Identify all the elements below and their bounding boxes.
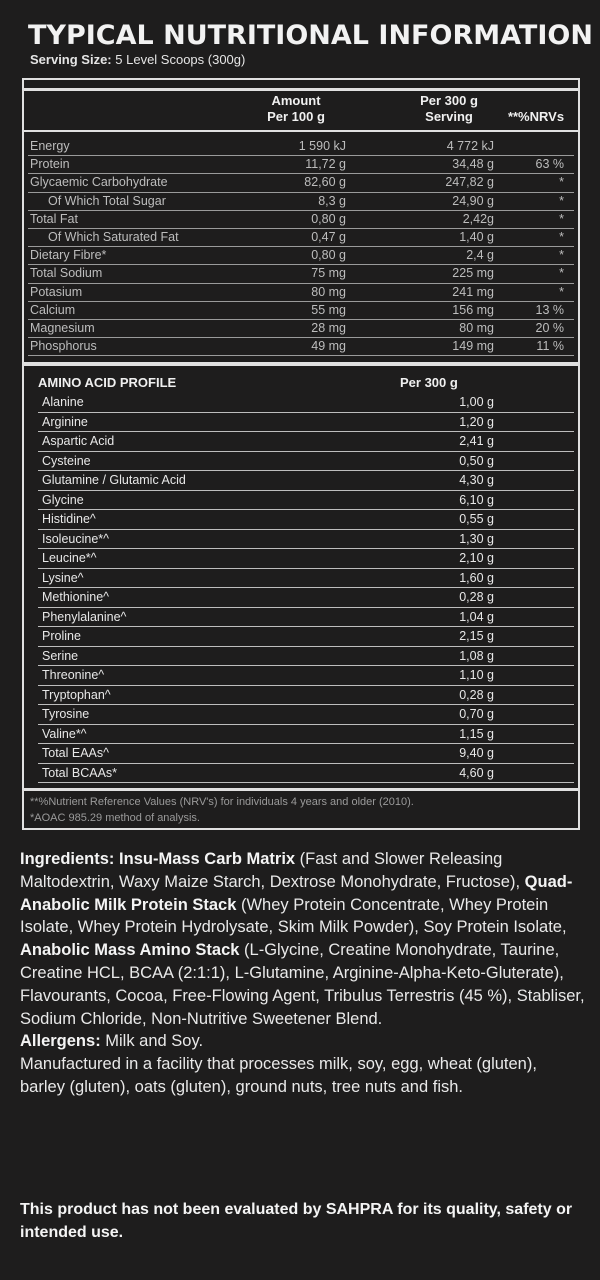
amino-acid-name: Aspartic Acid [42, 434, 115, 448]
nutrient-per-serving: 4 772 kJ [446, 139, 494, 153]
amino-acid-value: 1,60 g [459, 570, 494, 585]
amino-acid-value: 0,70 g [459, 707, 494, 721]
amino-row [38, 627, 574, 647]
nutrient-nrv: * [559, 248, 564, 263]
top-rule [24, 88, 578, 91]
nutrient-nrv: * [559, 175, 564, 190]
nutrient-nrv: * [559, 230, 564, 244]
allergens-label: Allergens: [20, 1032, 101, 1051]
amino-stack-desc: (L-Glycine, Creatine Monohydrate, Taurine, Creatine HCL, BCAA (2:1:1), L-Glutamine, Arginine-Alpha-Keto-Gluterate), Flavourants, Cocoa, Free-Flowing Agent, Tribulus Terrestris (45 %), Stabliser, Sodium Chloride, Non-Nutritive Sweetener Blend. [20, 941, 585, 1028]
amino-row [38, 471, 574, 491]
allergens-value: Milk and Soy. [100, 1032, 204, 1051]
amino-row [38, 705, 574, 725]
nutrient-name: Dietary Fibre* [30, 248, 107, 263]
nutrient-nrv: 13 % [535, 302, 564, 317]
amino-row [38, 608, 574, 628]
nutrient-per-100g: 49 mg [311, 339, 346, 354]
amino-acid-name: Valine*^ [42, 726, 87, 741]
nutrient-row [28, 138, 574, 156]
nutrient-row [28, 193, 574, 211]
amino-acid-value: 1,15 g [459, 726, 494, 741]
amount-header-line2: Per 100 g [267, 109, 325, 124]
amino-acid-name: Phenylalanine^ [42, 609, 127, 624]
ingredients-section [20, 848, 586, 1099]
nutrient-name: Of Which Saturated Fat [48, 230, 179, 244]
amino-row [38, 744, 574, 764]
amount-per-100-header [246, 93, 346, 125]
amino-row [38, 764, 574, 784]
serving-size [30, 52, 245, 67]
nutrient-nrv: * [559, 211, 564, 226]
nutrient-nrv: * [559, 284, 564, 299]
serving-header-line2: Serving [425, 109, 473, 124]
nutrient-row [28, 211, 574, 229]
nutrient-row [28, 229, 574, 247]
amount-header-line1: Amount [271, 93, 321, 108]
allergens [20, 1030, 586, 1053]
nutrient-per-100g: 0,80 g [311, 211, 346, 226]
nutrient-row [28, 174, 574, 192]
amino-row [38, 491, 574, 511]
amino-acid-value: 1,30 g [459, 531, 494, 546]
amino-acid-name: Histidine^ [42, 512, 96, 526]
per-serving-header [394, 93, 504, 125]
amino-row [38, 569, 574, 589]
nutrient-nrv: * [559, 266, 564, 281]
amino-acid-name: Methionine^ [42, 590, 110, 604]
footnote-rule [24, 788, 578, 791]
nutrient-name: Phosphorus [30, 339, 97, 354]
nutrient-per-serving: 80 mg [459, 321, 494, 335]
amino-acid-value: 4,30 g [459, 473, 494, 487]
nutrient-per-serving: 241 mg [452, 284, 494, 299]
nutrient-row [28, 284, 574, 302]
nutrient-per-serving: 1,40 g [459, 230, 494, 244]
amino-acid-name: Arginine [42, 414, 88, 429]
nutrient-row [28, 302, 574, 320]
nutrient-per-serving: 2,42g [462, 211, 494, 226]
amino-acid-name: Glycine [42, 492, 84, 507]
nutrient-per-serving: 34,48 g [452, 157, 494, 172]
amino-row [38, 549, 574, 569]
amino-row [38, 647, 574, 667]
amino-row [38, 413, 574, 433]
nutrient-per-100g: 8,3 g [318, 193, 346, 208]
nutrition-table [22, 78, 580, 830]
nutrient-per-serving: 24,90 g [452, 193, 494, 208]
amino-acid-name: Leucine*^ [42, 551, 97, 565]
amino-acid-name: Cysteine [42, 453, 91, 468]
amino-acid-name: Lysine^ [42, 570, 84, 585]
nutrient-per-serving: 247,82 g [445, 175, 494, 190]
sahpra-disclaimer: This product has not been evaluated by SAHPRA for its quality, safety or intended use. [20, 1201, 573, 1241]
amino-acid-name: Threonine^ [42, 668, 105, 682]
nutrient-row [28, 320, 574, 338]
serving-header-line1: Per 300 g [420, 93, 478, 108]
nrv-header: **%NRVs [507, 109, 565, 124]
nutrient-name: Energy [30, 139, 70, 153]
amino-acid-name: Tryptophan^ [42, 687, 111, 702]
nutrient-name: Total Sodium [30, 266, 103, 281]
nutrient-row [28, 156, 574, 174]
amino-acid-value: 4,60 g [459, 765, 494, 780]
serving-size-label: Serving Size: [30, 52, 112, 67]
amino-acid-value: 0,50 g [459, 453, 494, 468]
protein-stack-name: Quad-Anabolic Milk Protein Stack [20, 872, 573, 914]
nutrient-name: Calcium [30, 302, 76, 317]
nrv-footnote: **%Nutrient Reference Values (NRV's) for individuals 4 years and older (2010). [30, 796, 414, 808]
nutrient-name: Glycaemic Carbohydrate [30, 175, 168, 190]
amino-acid-value: 1,00 g [459, 395, 494, 409]
carb-matrix-desc: (Fast and Slower Releasing Maltodextrin, Waxy Maize Starch, Dextrose Monohydrate, Fructose), [20, 850, 525, 891]
nutrient-row [28, 247, 574, 265]
nutrient-nrv: * [559, 193, 564, 208]
amino-row [38, 510, 574, 530]
amino-heading: AMINO ACID PROFILE [38, 375, 177, 390]
amino-acid-value: 1,20 g [459, 414, 494, 429]
nutrient-row [28, 338, 574, 356]
amino-acid-value: 0,55 g [459, 512, 494, 526]
nutrient-row [28, 265, 574, 283]
amino-acid-value: 0,28 g [459, 590, 494, 604]
facility-statement: Manufactured in a facility that processes milk, soy, egg, wheat (gluten), barley (gluten), oats (gluten), ground nuts, tree nuts and fish. [20, 1055, 537, 1096]
carb-matrix-name: Insu-Mass Carb Matrix [119, 850, 296, 868]
ingredients-label: Ingredients: [20, 850, 115, 868]
ingredients-text [20, 848, 586, 1030]
amino-acid-value: 2,10 g [459, 551, 494, 565]
amino-acid-value: 0,28 g [459, 687, 494, 702]
section-rule [24, 362, 578, 366]
nutrient-name: Total Fat [30, 211, 78, 226]
nutrient-nrv: 63 % [535, 157, 564, 172]
amino-acid-name: Proline [42, 629, 81, 643]
nutrient-per-100g: 75 mg [311, 266, 346, 281]
nutrient-per-100g: 80 mg [311, 284, 346, 299]
nutrient-name: Of Which Total Sugar [48, 193, 166, 208]
amino-stack-name: Anabolic Mass Amino Stack [20, 941, 240, 960]
amino-acid-value: 6,10 g [459, 492, 494, 507]
amino-acid-value: 2,41 g [459, 434, 494, 448]
nutrient-per-100g: 55 mg [311, 302, 346, 317]
amino-row [38, 432, 574, 452]
nutrient-per-serving: 2,4 g [466, 248, 494, 263]
serving-size-value: 5 Level Scoops (300g) [115, 52, 246, 67]
nutrient-per-serving: 149 mg [452, 339, 494, 354]
amino-acid-value: 2,15 g [459, 629, 494, 643]
amino-acid-name: Total BCAAs* [42, 765, 118, 780]
amino-column-header: Per 300 g [400, 375, 458, 390]
amino-acid-name: Serine [42, 648, 79, 663]
nutrient-name: Potasium [30, 284, 83, 299]
amino-acid-name: Tyrosine [42, 707, 90, 721]
amino-row [38, 725, 574, 745]
nutrient-per-100g: 1 590 kJ [298, 139, 346, 153]
amino-row [38, 393, 574, 413]
nutrient-name: Protein [30, 157, 70, 172]
amino-acid-value: 1,08 g [459, 648, 494, 663]
amino-acid-name: Alanine [42, 395, 84, 409]
amino-acid-value: 1,10 g [459, 668, 494, 682]
amino-row [38, 452, 574, 472]
nutrient-name: Magnesium [30, 321, 95, 335]
nutrient-nrv: 11 % [536, 339, 564, 354]
nutrient-per-serving: 225 mg [452, 266, 494, 281]
amino-acid-name: Isoleucine*^ [42, 531, 110, 546]
nutrient-per-serving: 156 mg [452, 302, 494, 317]
amino-row [38, 666, 574, 686]
amino-acid-name: Glutamine / Glutamic Acid [42, 473, 186, 487]
protein-stack-desc: (Whey Protein Concentrate, Whey Protein Isolate, Whey Protein Hydrolysate, Skim Milk Powder), Soy Protein Isolate, [20, 895, 567, 937]
amino-acid-value: 1,04 g [459, 609, 494, 624]
aoac-footnote: *AOAC 985.29 method of analysis. [30, 812, 200, 824]
amino-row [38, 588, 574, 608]
nutrient-nrv: 20 % [535, 321, 564, 335]
label-title: TYPICAL NUTRITIONAL INFORMATION [28, 20, 593, 51]
header-rule [24, 130, 578, 132]
nutrient-per-100g: 0,47 g [311, 230, 346, 244]
nutrient-per-100g: 0,80 g [311, 248, 346, 263]
amino-acid-name: Total EAAs^ [42, 746, 110, 760]
amino-row [38, 530, 574, 550]
amino-acid-value: 9,40 g [459, 746, 494, 760]
nutrient-per-100g: 28 mg [311, 321, 346, 335]
amino-row [38, 686, 574, 706]
nutrient-per-100g: 11,72 g [305, 157, 346, 172]
nutrient-per-100g: 82,60 g [304, 175, 346, 190]
